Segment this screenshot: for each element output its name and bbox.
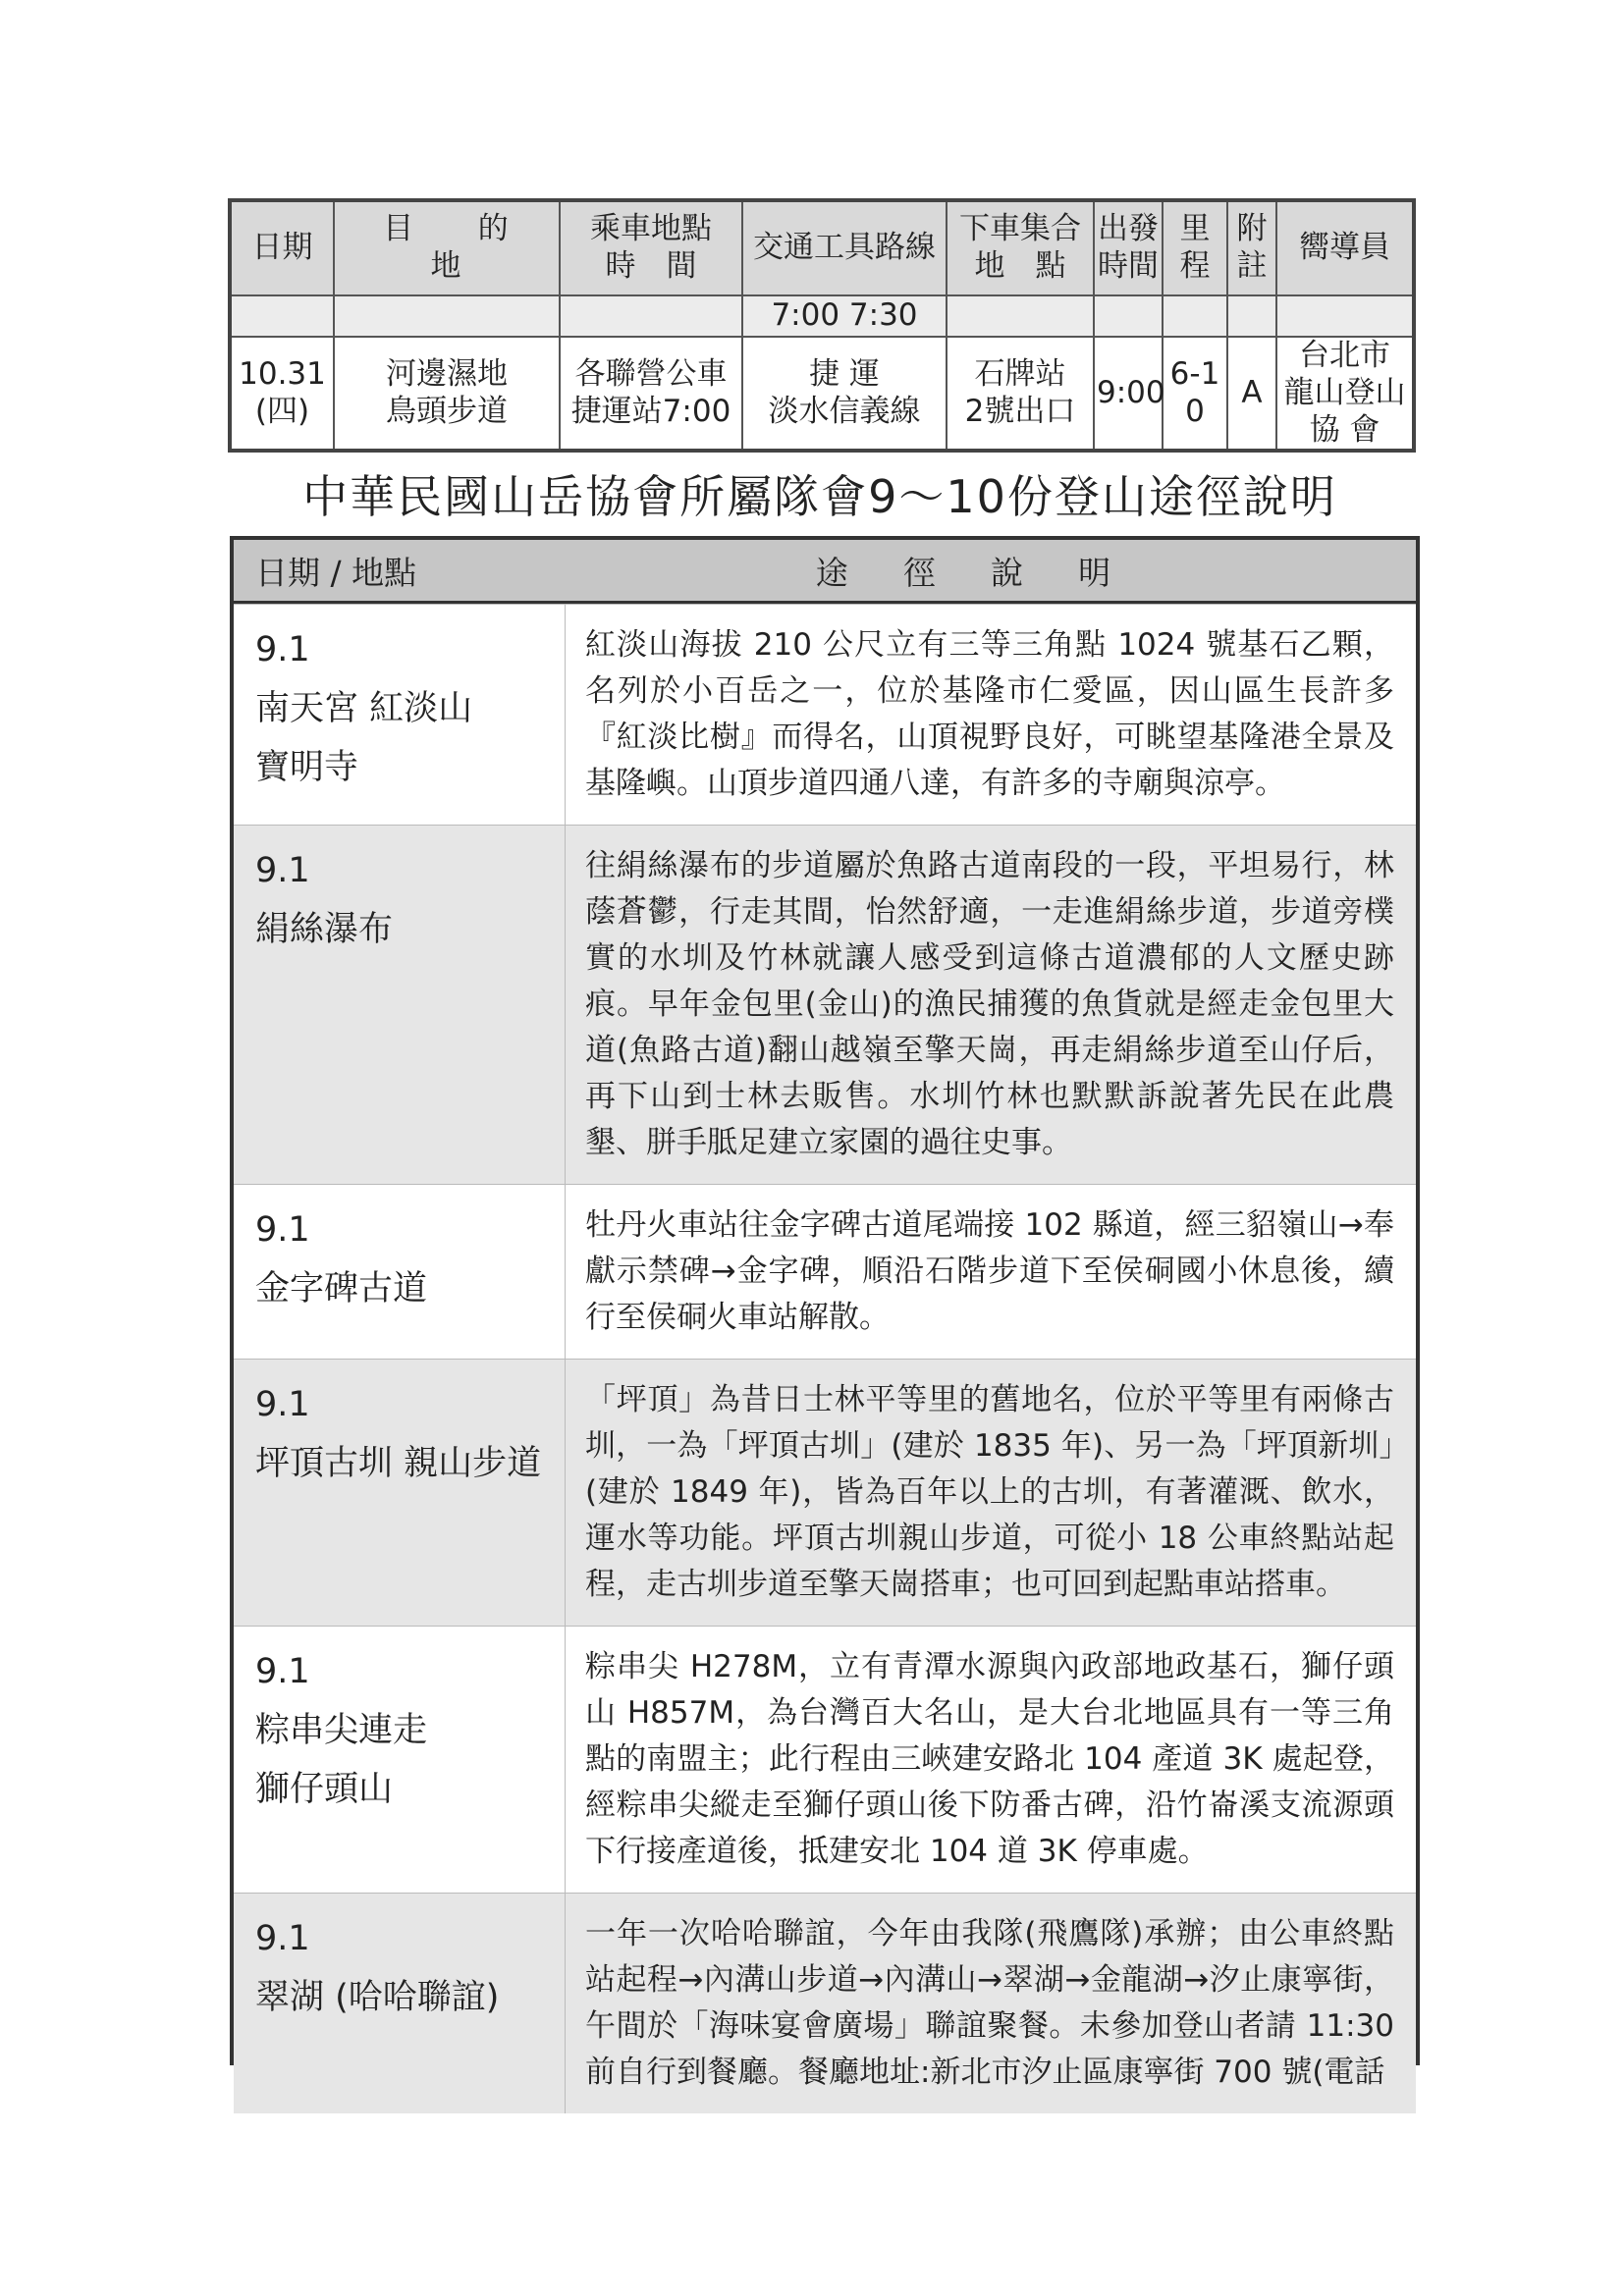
- route-description: 牡丹火車站往金字碑古道尾端接 102 縣道，經三貂嶺山→奉獻示禁碑→金字碑，順沿石階步道下至侯硐國小休息後，續行至侯硐火車站解散。: [585, 1207, 1394, 1335]
- route-place: 南天宮 紅淡山: [255, 689, 473, 728]
- header-distance: 里 程: [1163, 200, 1227, 295]
- route-place: 金字碑古道: [255, 1269, 428, 1308]
- route-place: 粽串尖連走: [255, 1711, 428, 1750]
- cell-guide: 台北市 龍山登山 協 會: [1276, 337, 1414, 451]
- route-place: 坪頂古圳 親山步道: [255, 1444, 542, 1483]
- header-note: 附 註: [1227, 200, 1276, 295]
- cell-note: A: [1227, 337, 1276, 451]
- route-date: 9.1: [255, 1210, 310, 1250]
- schedule-row: [230, 337, 1414, 451]
- cell-transport: 捷 運 淡水信義線: [742, 337, 947, 451]
- cell-distance: 6-1 0: [1163, 337, 1227, 451]
- sub-transport-times: 7:00 7:30: [742, 295, 947, 337]
- header-destination: 目 的 地: [334, 200, 560, 295]
- route-date: 9.1: [255, 1919, 310, 1958]
- route-description: 往絹絲瀑布的步道屬於魚路古道南段的一段，平坦易行，林蔭蒼鬱，行走其間，怡然舒適，一走進絹絲步道，步道旁樸實的水圳及竹林就讓人感受到這條古道濃郁的人文歷史跡痕。早年金包里(金山)的漁民捕獲的魚貨就是經走金包里大道(魚路古道)翻山越嶺至擎天崗，再走絹絲步道至山仔后，再下山到士林去販售。水圳竹林也默默訴說著先民在此農墾、胼手胝足建立家園的過往史事。: [585, 848, 1394, 1160]
- route-date: 9.1: [255, 630, 310, 669]
- header-route-description: 途徑說明: [815, 553, 1166, 592]
- route-row: [234, 1626, 1416, 1893]
- route-location: [234, 1360, 566, 1626]
- header-date: 日期: [230, 200, 334, 295]
- route-row: [234, 825, 1416, 1184]
- route-location: [234, 1894, 566, 2113]
- route-date: 9.1: [255, 851, 310, 890]
- route-date: 9.1: [255, 1385, 310, 1424]
- schedule-header-row: [230, 200, 1414, 295]
- route-rows: [234, 604, 1416, 2113]
- route-place: 絹絲瀑布: [255, 910, 394, 949]
- cell-depart: 9:00: [1094, 337, 1163, 451]
- route-description: 紅淡山海拔 210 公尺立有三等三角點 1024 號基石乙顆，名列於小百岳之一，位於基隆市仁愛區，因山區生長許多『紅淡比樹』而得名，山頂視野良好，可眺望基隆港全景及基隆嶼。山頂步道四通八達，有許多的寺廟與涼亭。: [585, 627, 1394, 801]
- route-table: [230, 536, 1420, 2090]
- route-place: 翠湖 (哈哈聯誼): [255, 1978, 500, 2017]
- schedule-table: [228, 198, 1416, 453]
- cell-alight: 石牌站 2號出口: [947, 337, 1094, 451]
- cell-destination: 河邊濕地 鳥頭步道: [334, 337, 560, 451]
- route-location: [234, 826, 566, 1184]
- cell-date: 10.31 (四): [230, 337, 334, 451]
- schedule-sub-row: [230, 295, 1414, 337]
- route-location: [234, 1627, 566, 1893]
- route-row: [234, 1184, 1416, 1359]
- header-alight: 下車集合 地 點: [947, 200, 1094, 295]
- route-row: [234, 604, 1416, 825]
- route-row: [234, 1893, 1416, 2113]
- route-place: 獅仔頭山: [255, 1770, 394, 1809]
- route-description: 「坪頂」為昔日士林平等里的舊地名，位於平等里有兩條古圳，一為「坪頂古圳」(建於 1835 年)、另一為「坪頂新圳」(建於 1849 年)，皆為百年以上的古圳，有著灌溉、飲水，運水等功能。坪頂古圳親山步道，可從小 18 公車終點站起程，走古圳步道至擎天崗搭車；也可回到起點車站搭車。: [585, 1382, 1394, 1602]
- route-description: 一年一次哈哈聯誼，今年由我隊(飛鷹隊)承辦；由公車終點站起程→內溝山步道→內溝山→翠湖→金龍湖→汐止康寧街，午間於「海味宴會廣場」聯誼聚餐。未參加登山者請 11:30 前自行到餐廳。餐廳地址:新北市汐止區康寧街 700 號(電話: [585, 1916, 1394, 2090]
- page-title: 中華民國山岳協會所屬隊會9～10份登山途徑說明: [302, 470, 1337, 523]
- cell-boarding: 各聯營公車 捷運站7:00: [560, 337, 742, 451]
- route-description: 粽串尖 H278M，立有青潭水源與內政部地政基石，獅仔頭山 H857M，為台灣百大名山，是大台北地區具有一等三角點的南盟主；此行程由三峽建安路北 104 產道 3K 處起登，經粽串尖縱走至獅仔頭山後下防番古碑，沿竹崙溪支流源頭下行接產道後，抵建安北 104 道 3K 停車處。: [585, 1649, 1394, 1869]
- route-table-header: [234, 540, 1416, 604]
- route-location: [234, 1185, 566, 1359]
- header-date-location: 日期 / 地點: [255, 553, 417, 592]
- header-transport: 交通工具路線: [742, 200, 947, 295]
- route-location: [234, 605, 566, 825]
- header-depart-time: 出發 時間: [1094, 200, 1163, 295]
- route-row: [234, 1359, 1416, 1626]
- route-date: 9.1: [255, 1652, 310, 1691]
- route-place: 寶明寺: [255, 748, 359, 787]
- header-boarding: 乘車地點 時 間: [560, 200, 742, 295]
- header-guide: 嚮導員: [1276, 200, 1414, 295]
